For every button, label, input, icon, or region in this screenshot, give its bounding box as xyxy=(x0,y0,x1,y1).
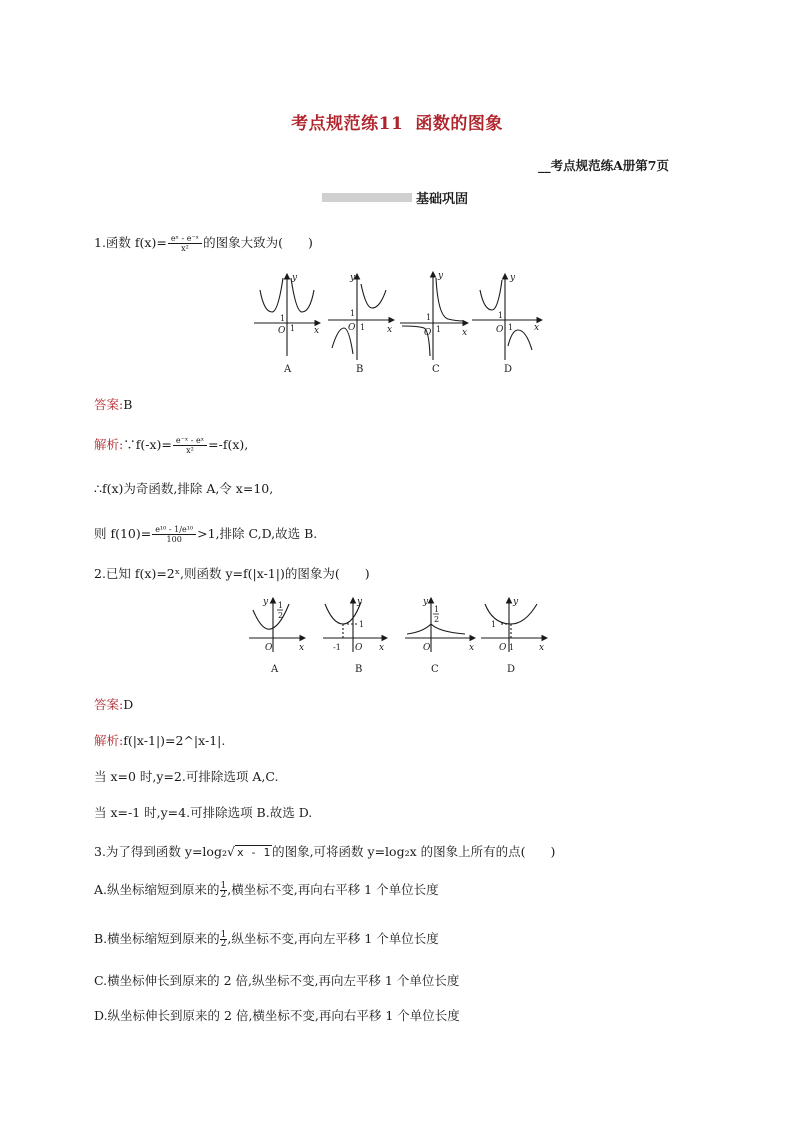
q1d-one-y: 1 xyxy=(498,311,504,320)
q1a-one-y: 1 xyxy=(280,314,286,323)
q2d-x-label: x xyxy=(539,643,545,653)
q2-graph-b xyxy=(323,597,387,653)
q1c-one-y: 1 xyxy=(426,313,432,322)
q1a-origin: O xyxy=(278,326,286,336)
q1b-one-y: 1 xyxy=(350,309,356,318)
q2-option-b-label: B xyxy=(355,664,363,675)
q1b-y-label: y xyxy=(350,273,356,283)
q1-analysis-num: e⁻ˣ - eˣ xyxy=(173,436,207,446)
q1-line3-den: 100 xyxy=(166,535,182,544)
q1-graphs xyxy=(250,268,550,378)
q2-analysis xyxy=(94,731,225,749)
q2-answer-value: D xyxy=(123,697,134,712)
q1-graph-a xyxy=(254,273,320,356)
q1-answer xyxy=(94,395,132,413)
q1-stem-prefix: 1.函数 f(x)= xyxy=(94,235,167,250)
q2-option-c-label: C xyxy=(431,664,439,675)
q1-line3-num: e¹⁰ - 1/e¹⁰ xyxy=(152,525,196,535)
q2c-half-den: 2 xyxy=(434,615,440,624)
q3-sqrt-content: x - 1 xyxy=(236,846,271,859)
page-title xyxy=(0,109,794,134)
q3-a-half-den: 2 xyxy=(220,890,227,900)
q1-graph-d xyxy=(472,273,542,360)
q1c-one-x: 1 xyxy=(436,325,442,334)
title-topic: 函数的图象 xyxy=(415,114,503,134)
q2-graph-a xyxy=(249,597,305,653)
book-reference: __考点规范练A册第7页 xyxy=(538,158,669,173)
q3-b-half-num: 1 xyxy=(220,930,227,940)
q1-analysis-fraction xyxy=(173,436,207,455)
q1b-x-label: x xyxy=(387,325,393,335)
book-reference-text: 考点规范练A册第7页 xyxy=(550,158,669,173)
q2d-origin: O xyxy=(499,643,507,653)
q2a-origin: O xyxy=(265,643,273,653)
q2c-x-label: x xyxy=(469,643,475,653)
q1-line3-prefix: 则 f(10)= xyxy=(94,526,152,541)
q3-option-b-suffix: ,纵坐标不变,再向左平移 1 个单位长度 xyxy=(227,931,439,946)
q1-stem-suffix: 的图象大致为( ) xyxy=(203,235,313,250)
q1-analysis-label: 解析: xyxy=(94,437,124,452)
q3-option-a xyxy=(94,880,439,899)
q2-option-a-label: A xyxy=(271,664,279,675)
q1c-x-label: x xyxy=(462,328,468,338)
q2-option-d-label: D xyxy=(507,664,516,675)
q2c-half-num: 1 xyxy=(434,605,440,614)
q2-graphs xyxy=(245,594,555,678)
q3-option-c: C.横坐标伸长到原来的 2 倍,纵坐标不变,再向左平移 1 个单位长度 xyxy=(94,973,460,988)
q2-analysis-text: f(|x-1|)=2^|x-1|. xyxy=(123,733,226,748)
q3-stem xyxy=(94,842,555,860)
q2a-x-label: x xyxy=(299,643,305,653)
q2a-half-den: 2 xyxy=(278,611,284,620)
title-exercise: 考点规范练11 xyxy=(291,114,404,134)
q1-analysis-line3 xyxy=(94,524,317,544)
q2b-y-label: y xyxy=(357,597,363,607)
q2c-origin: O xyxy=(423,643,431,653)
q2b-neg-one: -1 xyxy=(333,643,341,652)
sqrt-icon: √ xyxy=(226,844,235,859)
q2d-y-label: y xyxy=(513,597,519,607)
q1-stem xyxy=(94,233,313,253)
q1-option-d-label: D xyxy=(504,364,513,375)
q1a-one-x: 1 xyxy=(290,324,296,333)
q1d-origin: O xyxy=(496,325,504,335)
q1a-x-label: x xyxy=(314,326,320,336)
q1-analysis-den: x² xyxy=(186,446,194,455)
q1c-origin: O xyxy=(424,328,432,338)
q2-analysis-line3: 当 x=-1 时,y=4.可排除选项 B.故选 D. xyxy=(94,805,313,820)
q2b-origin: O xyxy=(355,643,363,653)
section-bar xyxy=(322,193,412,202)
q2-analysis-line2: 当 x=0 时,y=2.可排除选项 A,C. xyxy=(94,769,279,784)
q2-stem: 2.已知 f(x)=2ˣ,则函数 y=f(|x-1|)的图象为( ) xyxy=(94,566,370,581)
q3-option-a-suffix: ,横坐标不变,再向右平移 1 个单位长度 xyxy=(227,882,439,897)
q1-fraction xyxy=(168,234,202,253)
q1d-y-label: y xyxy=(510,273,516,283)
q3-option-a-prefix: A.纵坐标缩短到原来的 xyxy=(94,882,220,897)
q3-b-half-den: 2 xyxy=(220,939,227,949)
q1-line3-fraction xyxy=(152,525,196,544)
q3-option-b-prefix: B.横坐标缩短到原来的 xyxy=(94,931,220,946)
q1-graph-c xyxy=(400,271,468,360)
q1-analysis-prefix: ∵f(-x)= xyxy=(123,437,172,452)
q2-answer xyxy=(94,695,133,713)
q1-option-b-label: B xyxy=(356,364,364,375)
q1c-y-label: y xyxy=(438,271,444,281)
q3-option-d: D.纵坐标伸长到原来的 2 倍,横坐标不变,再向右平移 1 个单位长度 xyxy=(94,1008,460,1023)
q1-analysis-line2: ∴f(x)为奇函数,排除 A,令 x=10, xyxy=(94,481,274,496)
q1b-one-x: 1 xyxy=(360,323,366,332)
q2b-one-y: 1 xyxy=(359,620,365,629)
q1-answer-value: B xyxy=(123,397,133,412)
q1d-x-label: x xyxy=(534,323,540,333)
q2-analysis-label: 解析: xyxy=(94,733,124,748)
q1-analysis xyxy=(94,435,248,455)
q3-option-b xyxy=(94,929,439,948)
q1-option-c-label: C xyxy=(432,364,440,375)
q1-analysis-suffix: =-f(x), xyxy=(208,437,249,452)
q1-option-a-label: A xyxy=(284,364,292,375)
q2c-y-label: y xyxy=(423,597,429,607)
q2a-half-num: 1 xyxy=(278,601,284,610)
q1-graph-b xyxy=(328,273,394,360)
q2d-one-x: 1 xyxy=(509,643,515,652)
q1-line3-suffix: >1,排除 C,D,故选 B. xyxy=(197,526,318,541)
q2d-one-y: 1 xyxy=(491,620,497,629)
q1-frac-num: eˣ - e⁻ˣ xyxy=(168,234,202,244)
q2b-x-label: x xyxy=(379,643,385,653)
q2-graph-c xyxy=(405,597,475,653)
q1-frac-den: x² xyxy=(181,244,189,253)
q1d-one-x: 1 xyxy=(508,323,514,332)
q3-stem-prefix: 3.为了得到函数 y=log₂ xyxy=(94,844,227,859)
q2-graph-d xyxy=(481,597,547,653)
q1b-origin: O xyxy=(348,323,356,333)
q3-a-half-num: 1 xyxy=(220,881,227,891)
q2a-y-label: y xyxy=(263,597,269,607)
section-title: 基础巩固 xyxy=(416,192,469,207)
q3-stem-suffix: 的图象,可将函数 y=log₂x 的图象上所有的点( ) xyxy=(272,844,556,859)
q1-answer-label: 答案: xyxy=(94,397,124,412)
q1a-y-label: y xyxy=(292,273,298,283)
q2-answer-label: 答案: xyxy=(94,697,124,712)
